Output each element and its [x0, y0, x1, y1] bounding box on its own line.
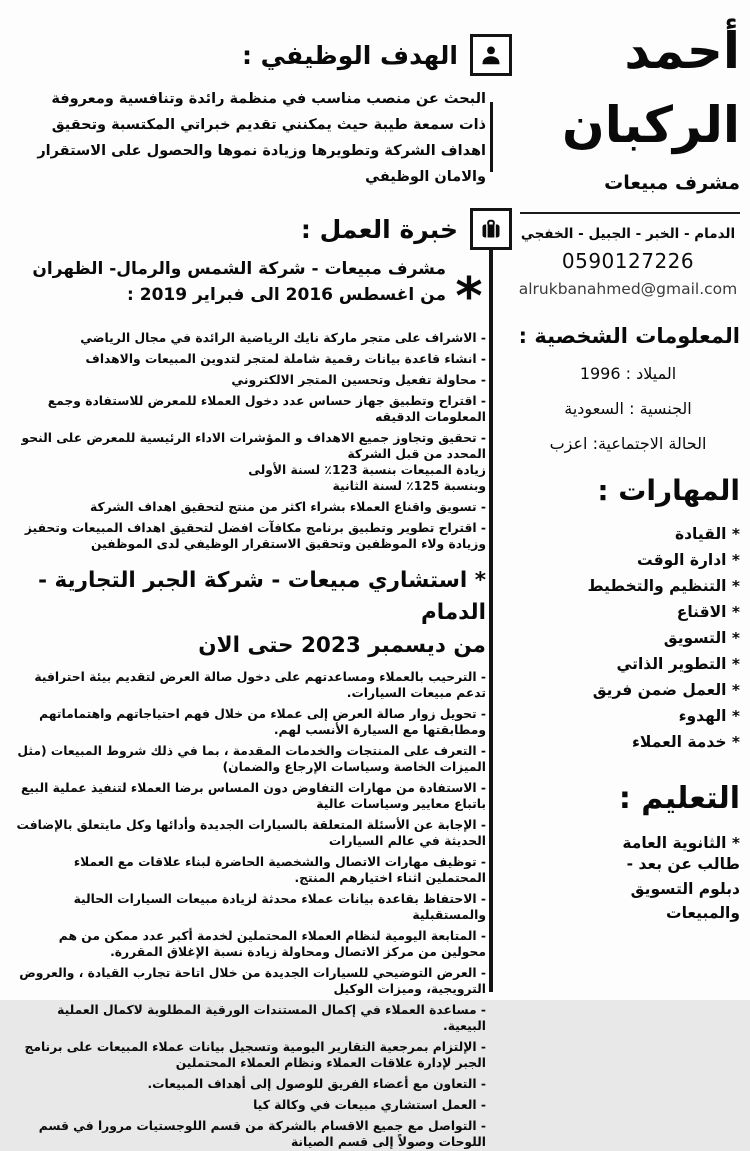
- job-2-bullet: - تحويل زوار صالة العرض إلى عملاء من خلال فهم احتياجاتهم واهتماماتهم ومطابقتها مع السيارة الأنسب لهم.: [39, 706, 486, 737]
- job-1-bullet: - اقتراح وتطبيق جهاز حساس عدد دخول العملاء للمعرض للاستفادة وجمع المعلومات الدقيقه: [47, 394, 486, 425]
- personal-info-item: الميلاد : 1996: [579, 364, 677, 383]
- objective-header: [8, 34, 512, 76]
- skills-header: المهارات :: [597, 473, 740, 507]
- job-2-bullet: - العرض التوضيحي للسيارات الجديدة من خلال اتاحة تجارب القيادة ، والعروض الترويجية، وميزات الوكيل: [19, 965, 486, 996]
- job-2-bullet: - الإجابة عن الأسئلة المتعلقة بالسيارات الجديدة وأدائها وكل مايتعلق بالإضافت الحديثة في عالم السيارات: [16, 817, 486, 848]
- personal-info-list: [516, 356, 740, 462]
- job-2-bullet: - التواصل مع جميع الاقسام بالشركة من قسم اللوجستيات مرورا في قسم اللوحات وصولاً إلى قسم الصيانة: [38, 1118, 486, 1149]
- job-1-bullet: - الاشراف على متجر ماركة نايك الرياضية الرائدة في مجال الرياضي: [80, 331, 486, 346]
- personal-info-item: الجنسية : السعودية: [564, 399, 692, 419]
- education-detail-lines: [516, 852, 740, 926]
- job-2-period: من ديسمبر 2023 حتى الان: [198, 632, 486, 658]
- job-1-heading: [8, 257, 486, 328]
- skill-item: * الهدوء: [678, 706, 740, 725]
- job-1-bullet: وبنسبة 125٪ لسنة الثانية: [332, 479, 486, 494]
- person-icon: [470, 34, 512, 76]
- job-2-heading: [8, 565, 486, 662]
- education-detail-line: دبلوم التسويق: [630, 879, 740, 898]
- education-detail-line: والمبيعات: [666, 904, 740, 923]
- education-list: [516, 834, 740, 852]
- job-2-bullet: - الإلتزام بمرجعية التقارير اليومية وتسجيل بيانات عملاء المبيعات على برنامج الجبر لإدارة علاقات العملاء ونظام العملاء المحتملين: [24, 1039, 486, 1070]
- sidebar-job-title: مشرف مبيعات: [604, 172, 740, 194]
- job-1-bullet: - محاولة تفعيل وتحسين المتجر الالكتروني: [231, 373, 486, 388]
- name-last: الركبان: [562, 96, 740, 154]
- job-1-bullet-list: [8, 331, 486, 553]
- job-2-bullet: - مساعدة العملاء في إكمال المستندات الورقية المطلوبة لاكمال العملية البيعية.: [57, 1002, 486, 1033]
- contact-location: الدمام - الخبر - الجبيل - الخفجي: [520, 226, 736, 242]
- contact-phone: 0590127226: [561, 249, 695, 273]
- job-2-bullet: - العمل استشاري مبيعات في وكالة كيا: [253, 1097, 486, 1112]
- job-2-bullet-list: [8, 670, 486, 1151]
- experience-title: خبرة العمل :: [300, 214, 458, 244]
- skill-item: * التسويق: [663, 628, 740, 647]
- job-1-title-block: [8, 257, 446, 308]
- skill-item: * القيادة: [674, 524, 740, 543]
- job-2-title: * استشاري مبيعات - شركة الجبر التجارية - الدمام: [38, 568, 486, 626]
- job-1-bullet: - اقتراح تطوير وتطبيق برنامج مكافآت افضل لتحقيق اهداف المبيعات وتحفيز وزيادة ولاء الموظفين وتحقيق الاستقرار الوظيفي لدى الموظفين: [24, 521, 486, 552]
- job-2-bullet: - الاحتفاظ بقاعدة بيانات عملاء محدثة لزيادة مبيعات السيارات الحالية والمستقبلية: [73, 891, 486, 922]
- job-2-bullet: - التعرف على المنتجات والخدمات المقدمة ، بما في ذلك شروط المبيعات (مثل الميزات الخاصة وسياسات الإرجاع والضمان): [17, 743, 486, 774]
- contact-email: alrukbanahmed@gmail.com: [518, 280, 738, 298]
- job-1-bullet: - تسويق واقناع العملاء بشراء اكثر من منتج لتحقيق اهداف الشركة: [90, 500, 486, 515]
- main-column: [8, 34, 486, 1151]
- education-header: التعليم :: [618, 780, 740, 816]
- section-connector-line: [490, 102, 493, 172]
- personal-info-item: الحالة الاجتماعية: اعزب: [549, 434, 707, 454]
- job-2-bullet: - توظيف مهارات الاتصال والشخصية الحاضرة لبناء علاقات مع العملاء المحتملين اثناء اختيارهم المنتج.: [73, 854, 486, 885]
- job-2-bullet: - المتابعة اليومية لنظام العملاء المحتملين لخدمة أكبر عدد ممكن من هم محولين من مركز الاتصال ومحاولة زيادة نسبة الإغلاق المقررة.: [58, 928, 486, 959]
- skill-item: * الاقناع: [676, 602, 740, 621]
- skill-item: * خدمة العملاء: [632, 732, 740, 751]
- skill-item: * التطوير الذاتي: [616, 654, 740, 673]
- skills-list: [516, 521, 740, 755]
- asterisk-marker: *: [455, 267, 483, 328]
- objective-text: البحث عن منصب مناسب في منظمة رائدة وتنافسية ومعروفة ذات سمعة طيبة حيث يمكنني تقديم خبراتي المكتسبة وتحقيق اهداف الشركة وتطويرها وزيادة نموها والحصول على الاستقرار والامان الوظيفي: [37, 91, 486, 186]
- name-first: أحمد: [624, 22, 740, 80]
- education-item: * الثانوية العامة: [622, 833, 740, 852]
- skill-item: * العمل ضمن فريق: [592, 680, 740, 699]
- job-2-bullet: - الترحيب بالعملاء ومساعدتهم على دخول صالة العرض لتقديم بيئة احترافية تدعم مبيعات السيارات.: [34, 669, 486, 700]
- job-2-bullet: - الاستفادة من مهارات التفاوض دون المساس برضا العملاء لتنفيذ عملية البيع باتباع معايير وسياسات عالية: [21, 780, 486, 811]
- objective-title: الهدف الوظيفي :: [241, 40, 458, 70]
- personal-info-header: المعلومات الشخصية :: [518, 324, 740, 348]
- experience-timeline-line: [489, 248, 493, 992]
- experience-header: [8, 208, 512, 250]
- job-2-bullet: - التعاون مع أعضاء الفريق للوصول إلى أهداف المبيعات.: [147, 1076, 486, 1091]
- job-1-title: مشرف مبيعات - شركة الشمس والرمال- الظهران: [32, 259, 446, 280]
- sidebar-divider: [520, 212, 740, 214]
- job-1-bullet: - تحقيق وتجاوز جميع الاهداف و المؤشرات الاداء الرئيسية للمعرض على النحو المحدد من قبل الشركة: [21, 431, 486, 462]
- briefcase-icon: [470, 208, 512, 250]
- skill-item: * التنظيم والتخطيط: [587, 576, 740, 595]
- contact-block: [516, 226, 740, 298]
- job-1-bullet: - انشاء قاعدة بيانات رقمية شاملة لمتجر لتدوين المبيعات والاهداف: [85, 352, 486, 367]
- education-detail-line: طالب عن بعد -: [626, 854, 740, 873]
- skill-item: * ادارة الوقت: [637, 550, 740, 569]
- sidebar: [516, 14, 740, 926]
- job-1-period: من اغسطس 2016 الى فبراير 2019 :: [127, 284, 446, 305]
- job-1-bullet: زيادة المبيعات بنسبة 123٪ لسنة الأولى: [248, 463, 486, 478]
